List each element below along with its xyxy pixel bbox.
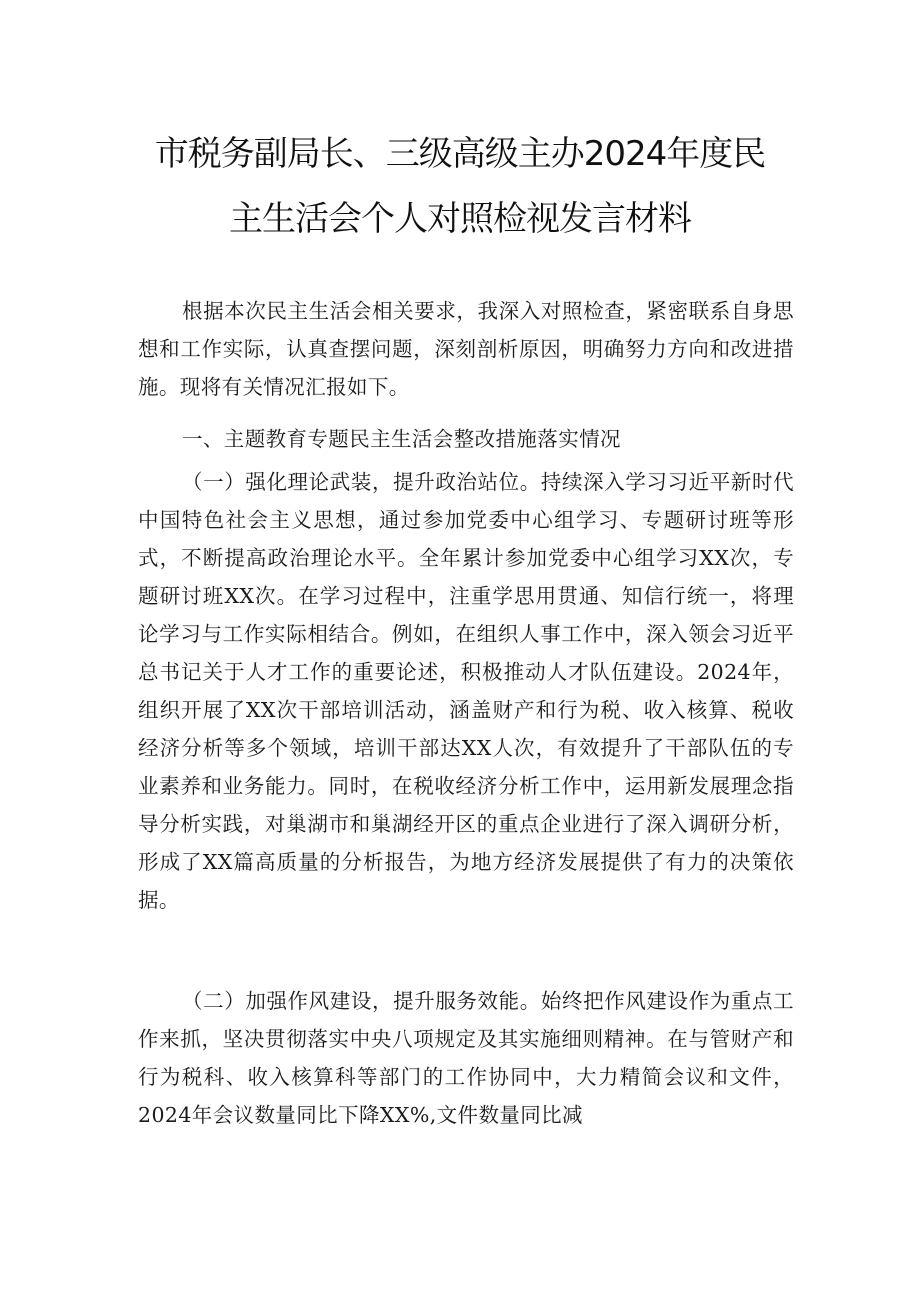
item-1-paragraph: （一）强化理论武装，提升政治站位。持续深入学习习近平新时代中国特色社会主义思想，通过参加党委中心组学习、专题研讨班等形式，不断提高政治理论水平。全年累计参加党委中心组学习XX次，专题研讨班XX次。在学习过程中，注重学思用贯通、知信行统一，将理论学习与工作实际相结合。例如，在组织人事工作中，深入领会习近平总书记关于人才工作的重要论述，积极推动人才队伍建设。2024年，组织开展了XX次干部培训活动，涵盖财产和行为税、收入核算、税收经济分析等多个领域，培训干部达XX人次，有效提升了干部队伍的专业素养和业务能力。同时，在税收经济分析工作中，运用新发展理念指导分析实践，对巢湖市和巢湖经开区的重点企业进行了深入调研分析，形成了XX篇高质量的分析报告，为地方经济发展提供了有力的决策依据。 bbox=[138, 470, 794, 912]
intro-paragraph-block bbox=[138, 292, 794, 406]
item-1-block bbox=[138, 463, 794, 919]
item-2-block bbox=[138, 982, 794, 1134]
section-heading-block bbox=[138, 420, 794, 458]
document-title-line-1: 市税务副局长、三级高级主办2024年度民 bbox=[154, 134, 766, 174]
item-2-paragraph: （二）加强作风建设，提升服务效能。始终把作风建设作为重点工作来抓，坚决贯彻落实中央八项规定及其实施细则精神。在与管财产和行为税科、收入核算科等部门的工作协同中，大力精简会议和文件，2024年会议数量同比下降XX%,文件数量同比减 bbox=[138, 989, 794, 1127]
document-title-line-2: 主生活会个人对照检视发言材料 bbox=[229, 199, 691, 239]
section-1-heading: 一、主题教育专题民主生活会整改措施落实情况 bbox=[182, 427, 621, 451]
intro-paragraph: 根据本次民主生活会相关要求，我深入对照检查，紧密联系自身思想和工作实际，认真查摆问题，深刻剖析原因，明确努力方向和改进措施。现将有关情况汇报如下。 bbox=[138, 299, 794, 399]
